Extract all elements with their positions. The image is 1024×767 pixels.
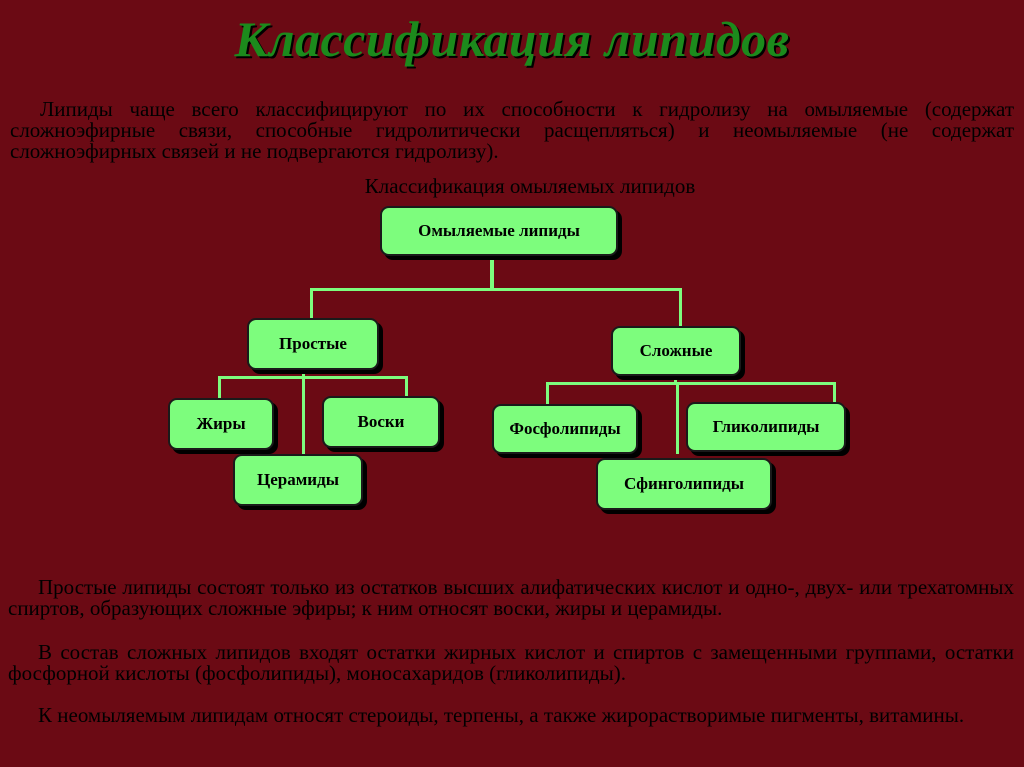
connector-fats-down [218,376,221,398]
node-ceramides: Церамиды [233,454,363,506]
nonsaponifiable-text: К неомыляемым липидам относят стероиды, терпены, а также жирорастворимые пигменты, витамины. [38,703,965,727]
connector-complex-bar [546,382,836,385]
diagram-title: Классификация омыляемых липидов [364,174,696,198]
page-title: Классификация липидов [234,11,790,67]
node-saponifiable-lipids: Омыляемые липиды [380,206,618,256]
node-fats: Жиры [168,398,274,450]
node-simple: Простые [247,318,379,370]
node-sphingolipids: Сфинголипиды [596,458,772,510]
connector-top-bar [310,288,682,291]
connector-phospho-down [546,382,549,404]
complex-lipids-paragraph [8,642,1014,684]
complex-lipids-text: В состав сложных липидов входят остатки жирных кислот и спиртов с замещенными группами, остатки фосфорной кислоты (фосфолипиды), моносахаридов (гликолипиды). [8,640,1014,685]
connector-ceramides-down [302,372,305,454]
node-complex: Сложные [611,326,741,376]
connector-simple-bar [218,376,408,379]
connector-complex-down [679,288,682,326]
connector-glyco-down [833,382,836,402]
connector-sphingo-down [676,382,679,454]
classification-diagram [152,194,872,528]
intro-paragraph [10,99,1014,162]
connector-waxes-down [405,376,408,396]
simple-lipids-text: Простые липиды состоят только из остатков высших алифатических кислот и одно-, двух- или трехатомных спиртов, образующих сложные эфиры; к ним относят воски, жиры и церамиды. [8,575,1014,620]
simple-lipids-paragraph [8,577,1014,619]
intro-text: Липиды чаще всего классифицируют по их способности к гидролизу на омыляемые (содержат сложноэфирные связи, способные гидролитически расщепляться) и неомыляемые (не содержат сложноэфирных связей и не подвергаются гидролизу). [10,97,1014,163]
nonsaponifiable-paragraph [8,705,1014,726]
node-glycolipids: Гликолипиды [686,402,846,452]
connector-root-down [490,256,494,290]
connector-simple-down [310,288,313,318]
node-waxes: Воски [322,396,440,448]
node-phospholipids: Фосфолипиды [492,404,638,454]
